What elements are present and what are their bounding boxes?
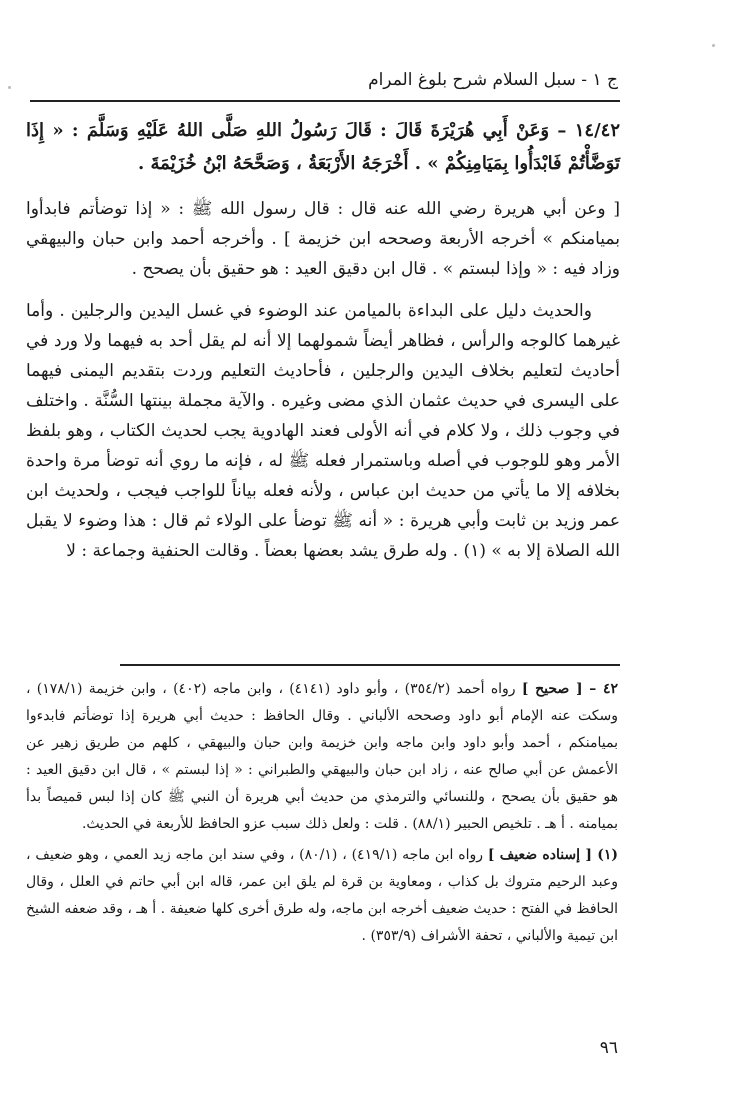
footnote-42-label: ٤٢ – [ صحيح ] bbox=[521, 681, 618, 697]
hadith-number: ١٤/٤٢ bbox=[574, 120, 620, 141]
running-header: ج ١ - سبل السلام شرح بلوغ المرام bbox=[368, 70, 618, 90]
scan-speck bbox=[712, 44, 715, 47]
footnote-1-label: (١) [ إسناده ضعيف ] bbox=[487, 847, 619, 863]
commentary-discussion: والحديث دليل على البداءة بالميامن عند الوضوء في غسل اليدين والرجلين . وأما غيرهما كالوجه والرأس ، فظاهر أيضاً شمولهما إلا أنه لم يقل أحد به فيهما ولا ورد في أحاديث لتعليم بخلاف اليدين والرجلين ، فأحاديث التعليم وردت بتقديم اليمنى فيهما على اليسرى في حديث عثمان الذي مضى وغيره . والآية مجملة بينتها السُّنَّة . واختلف في وجوب ذلك ، ولا كلام في أنه الأولى فعند الهادوية يجب لحديث الكتاب ، وهو بلفظ الأمر وهو للوجوب في أصله وباستمرار فعله ﷺ له ، فإنه ما روي أنه توضأ مرة واحدة بخلافه إلا ما يأتي من حديث ابن عباس ، ولأنه فعله بياناً للواجب فيجب ، ولحديث ابن عمر وزيد بن ثابت وأبي هريرة : « أنه ﷺ توضأ على الولاء ثم قال : هذا وضوء لا يقبل الله الصلاة إلا به » (١) . وله طرق يشد بعضها بعضاً . وقالت الحنفية وجماعة : لا bbox=[26, 301, 620, 561]
footnote-42 bbox=[26, 676, 618, 838]
footnote-1-text: رواه ابن ماجه (٤١٩/١) ، (٨٠/١) ، وفي سند ابن ماجه زيد العمي ، وهو ضعيف ، وعبد الرحيم متروك بل كذاب ، ومعاوية بن قرة لم يلق ابن عمر، قاله ابن أبي حاتم في العلل ، وقال الحافظ في الفتح : حديث ضعيف أخرجه ابن ماجه، وله طرق أخرى كلها ضعيفة . أ هـ ، وقد ضعفه الشيخ ابن تيمية والألباني ، تحفة الأشراف (٣٥٣/٩) . bbox=[26, 847, 618, 944]
page-number: ٩٦ bbox=[599, 1038, 618, 1058]
footnote-1 bbox=[26, 842, 618, 950]
hadith-paragraph bbox=[26, 114, 620, 180]
scan-speck bbox=[8, 86, 11, 89]
main-text bbox=[26, 114, 620, 566]
footnotes bbox=[26, 676, 618, 954]
footnote-42-text: رواه أحمد (٣٥٤/٢) ، وأبو داود (٤١٤١) ، وابن ماجه (٤٠٢) ، وابن خزيمة (١٧٨/١) ، وسكت عنه الإمام أبو داود وصححه الألباني . وقال الحافظ : حديث أبي هريرة إذا توضأتم فابدءوا بميامنكم ، أحمد وأبو داود وابن ماجه وابن خزيمة وابن حبان والبيهقي ، كلهم من طريق زهير عن الأعمش عن أبي صالح عنه ، زاد ابن حبان والبيهقي والطبراني : « إذا لبستم » ، قال ابن دقيق العيد : هو حقيق بأن يصحح ، وللنسائي والترمذي من حديث أبي هريرة أن النبي ﷺ كان إذا لبس قميصاً بدأ بميامنه . أ هـ . تلخيص الحبير (٨٨/١) . قلت : ولعل ذلك سبب عزو الحافظ للأربعة في الحديث. bbox=[26, 681, 618, 832]
commentary-bracketed: [ وعن أبي هريرة رضي الله عنه قال : قال رسول الله ﷺ : « إذا توضأتم فابدأوا بميامنكم » أخرجه الأربعة وصححه ابن خزيمة ] . وأخرجه أحمد وابن حبان والبيهقي وزاد فيه : « وإذا لبستم » . قال ابن دقيق العيد : هو حقيق بأن يصحح . bbox=[26, 199, 620, 279]
hadith-text: – وَعَنْ أَبِي هُرَيْرَةَ قَالَ : قَالَ رَسُولُ اللهِ صَلَّى اللهُ عَلَيْهِ وَسَلَّمَ : « إِذَا تَوَضَّأْتُمْ فَابْدَأُوا بِمَيَامِنِكُمْ » . أَخْرَجَهُ الأَرْبَعَةُ ، وَصَحَّحَهُ ابْنُ خُزَيْمَةَ . bbox=[26, 120, 620, 174]
header-rule bbox=[30, 100, 620, 102]
footnote-rule bbox=[120, 664, 620, 666]
